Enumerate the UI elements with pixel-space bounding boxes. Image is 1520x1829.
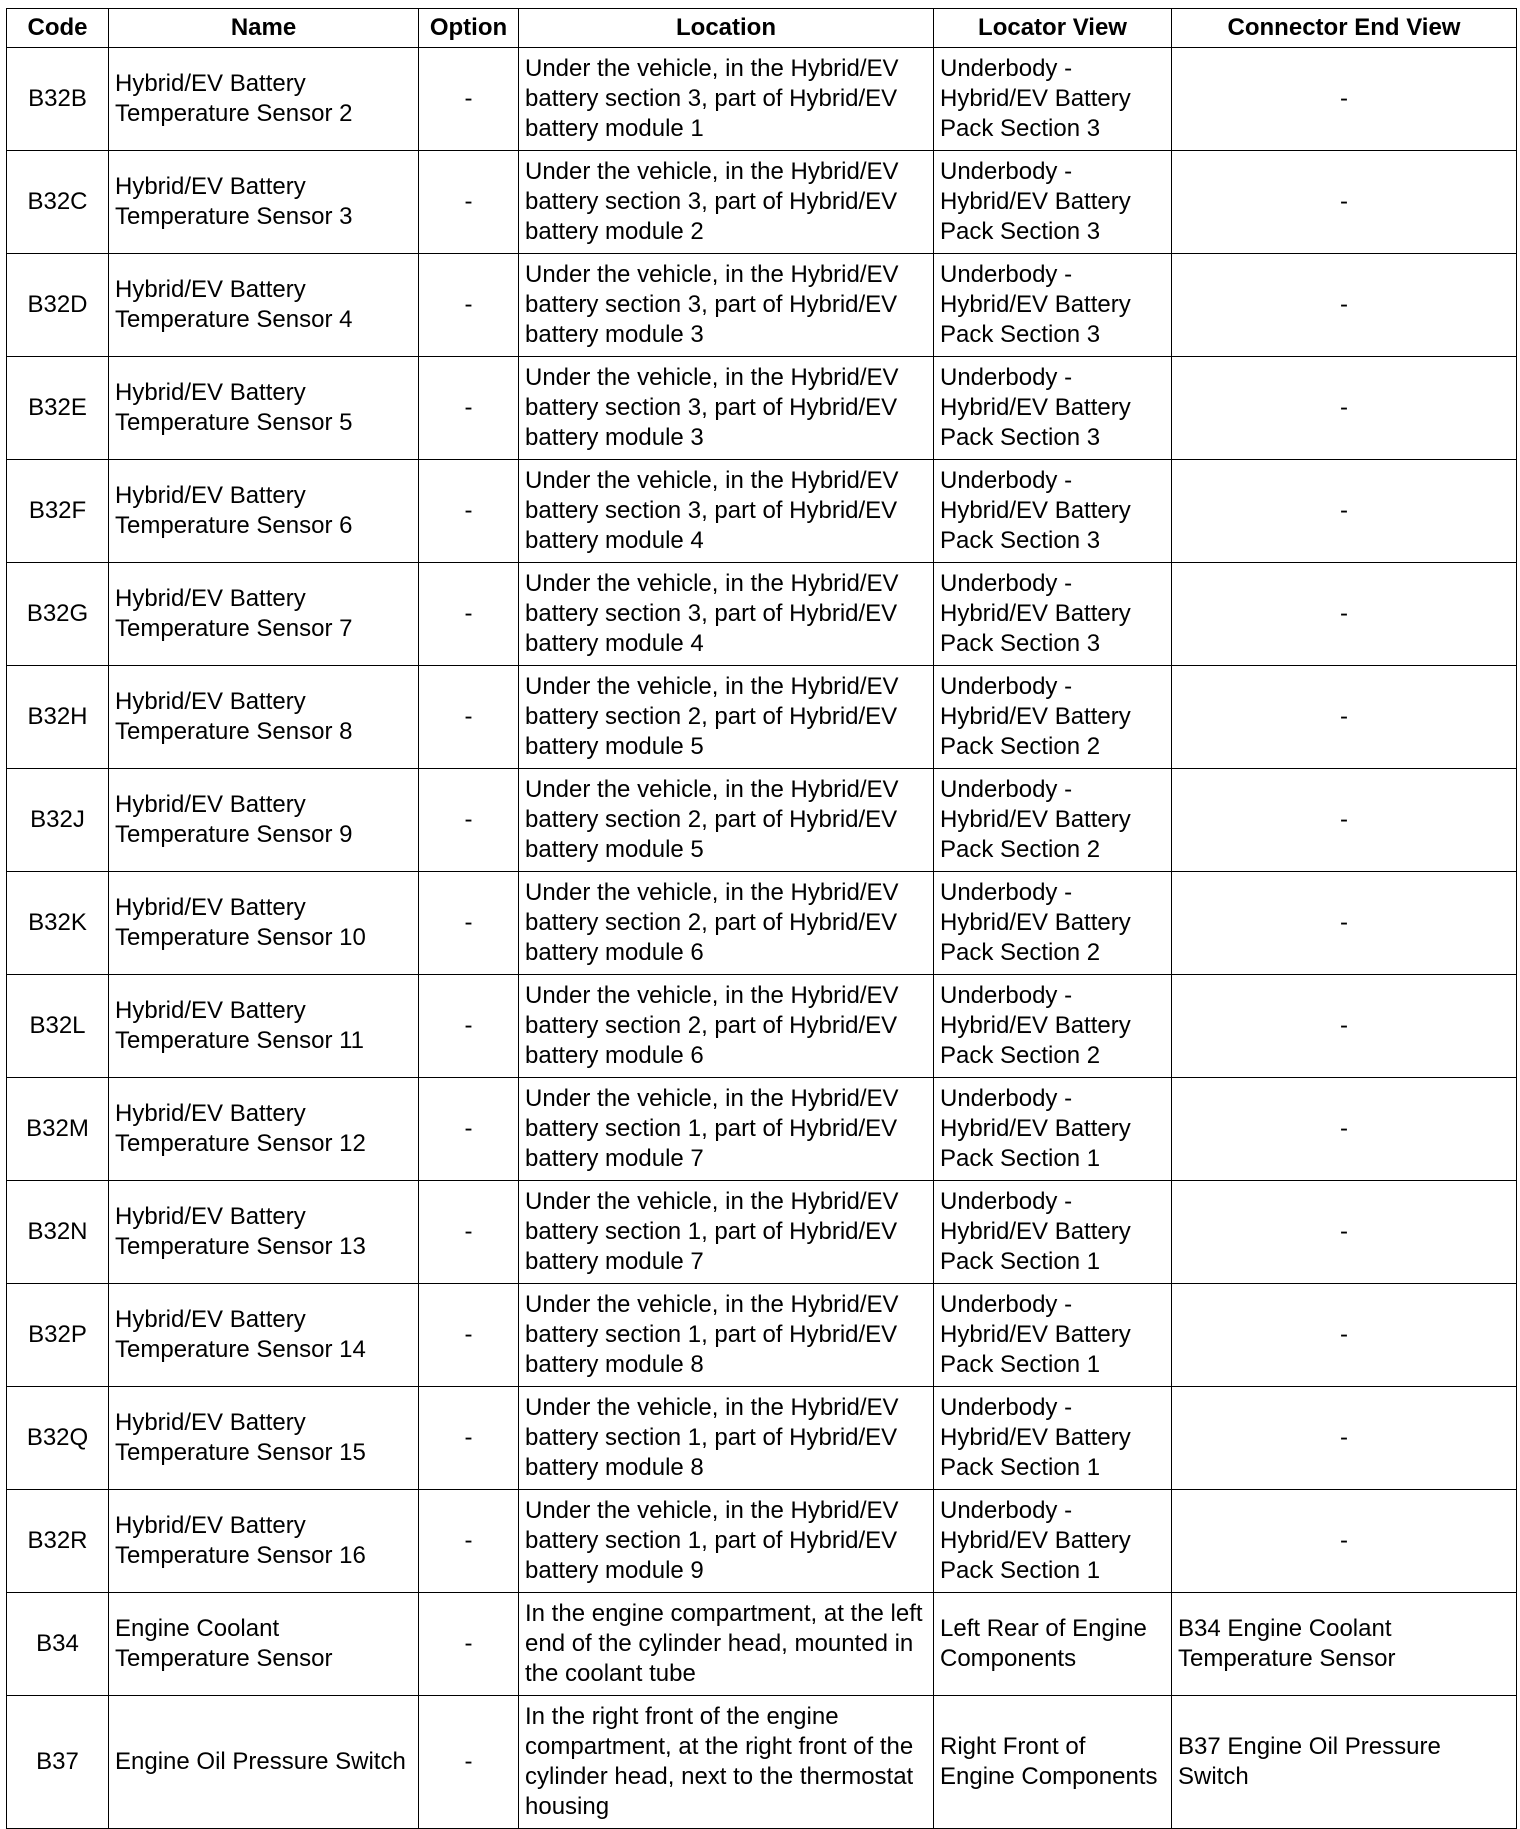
code-cell: B37 [7, 1696, 109, 1829]
name-cell: Hybrid/EV Battery Temperature Sensor 13 [109, 1181, 419, 1284]
code-cell: B32E [7, 357, 109, 460]
locator-view-cell: Underbody - Hybrid/EV Battery Pack Section 1 [934, 1284, 1172, 1387]
locator-view-cell: Underbody - Hybrid/EV Battery Pack Section 3 [934, 563, 1172, 666]
component-locator-table [6, 8, 1517, 1829]
code-cell: B32J [7, 769, 109, 872]
code-cell: B32D [7, 254, 109, 357]
locator-view-cell: Underbody - Hybrid/EV Battery Pack Section 1 [934, 1490, 1172, 1593]
location-cell: Under the vehicle, in the Hybrid/EV battery section 3, part of Hybrid/EV battery module 4 [519, 563, 934, 666]
header-row [7, 9, 1517, 48]
name-cell: Hybrid/EV Battery Temperature Sensor 10 [109, 872, 419, 975]
table-row [7, 872, 1517, 975]
header-location: Location [519, 9, 934, 48]
connector-end-view-cell: - [1172, 1284, 1517, 1387]
locator-view-cell: Left Rear of Engine Components [934, 1593, 1172, 1696]
name-cell: Hybrid/EV Battery Temperature Sensor 8 [109, 666, 419, 769]
name-cell: Engine Coolant Temperature Sensor [109, 1593, 419, 1696]
name-cell: Hybrid/EV Battery Temperature Sensor 4 [109, 254, 419, 357]
option-cell: - [419, 666, 519, 769]
option-cell: - [419, 151, 519, 254]
name-cell: Hybrid/EV Battery Temperature Sensor 12 [109, 1078, 419, 1181]
connector-end-view-cell: - [1172, 666, 1517, 769]
option-cell: - [419, 1490, 519, 1593]
location-cell: Under the vehicle, in the Hybrid/EV battery section 1, part of Hybrid/EV battery module 8 [519, 1387, 934, 1490]
location-cell: In the engine compartment, at the left end of the cylinder head, mounted in the coolant tube [519, 1593, 934, 1696]
connector-end-view-cell: - [1172, 563, 1517, 666]
location-cell: Under the vehicle, in the Hybrid/EV battery section 3, part of Hybrid/EV battery module 4 [519, 460, 934, 563]
code-cell: B32P [7, 1284, 109, 1387]
name-cell: Hybrid/EV Battery Temperature Sensor 7 [109, 563, 419, 666]
locator-view-cell: Underbody - Hybrid/EV Battery Pack Section 1 [934, 1387, 1172, 1490]
table-row [7, 1387, 1517, 1490]
location-cell: Under the vehicle, in the Hybrid/EV battery section 1, part of Hybrid/EV battery module 9 [519, 1490, 934, 1593]
connector-end-view-cell: - [1172, 254, 1517, 357]
location-cell: Under the vehicle, in the Hybrid/EV battery section 2, part of Hybrid/EV battery module 5 [519, 666, 934, 769]
connector-end-view-cell: - [1172, 1181, 1517, 1284]
connector-end-view-cell: - [1172, 357, 1517, 460]
code-cell: B32B [7, 48, 109, 151]
option-cell: - [419, 769, 519, 872]
table-row [7, 151, 1517, 254]
header-option: Option [419, 9, 519, 48]
location-cell: Under the vehicle, in the Hybrid/EV battery section 3, part of Hybrid/EV battery module 2 [519, 151, 934, 254]
name-cell: Engine Oil Pressure Switch [109, 1696, 419, 1829]
option-cell: - [419, 1593, 519, 1696]
connector-end-view-cell: - [1172, 975, 1517, 1078]
name-cell: Hybrid/EV Battery Temperature Sensor 14 [109, 1284, 419, 1387]
code-cell: B32K [7, 872, 109, 975]
locator-view-cell: Underbody - Hybrid/EV Battery Pack Section 2 [934, 769, 1172, 872]
location-cell: Under the vehicle, in the Hybrid/EV battery section 2, part of Hybrid/EV battery module 6 [519, 872, 934, 975]
option-cell: - [419, 975, 519, 1078]
header-code: Code [7, 9, 109, 48]
connector-end-view-cell: B37 Engine Oil Pressure Switch [1172, 1696, 1517, 1829]
table-row [7, 666, 1517, 769]
table-row [7, 1490, 1517, 1593]
locator-view-cell: Underbody - Hybrid/EV Battery Pack Section 1 [934, 1078, 1172, 1181]
option-cell: - [419, 48, 519, 151]
code-cell: B32R [7, 1490, 109, 1593]
location-cell: Under the vehicle, in the Hybrid/EV battery section 1, part of Hybrid/EV battery module 8 [519, 1284, 934, 1387]
code-cell: B32F [7, 460, 109, 563]
location-cell: In the right front of the engine compartment, at the right front of the cylinder head, next to the thermostat housing [519, 1696, 934, 1829]
option-cell: - [419, 460, 519, 563]
option-cell: - [419, 1284, 519, 1387]
code-cell: B32L [7, 975, 109, 1078]
locator-view-cell: Underbody - Hybrid/EV Battery Pack Section 3 [934, 48, 1172, 151]
code-cell: B32Q [7, 1387, 109, 1490]
name-cell: Hybrid/EV Battery Temperature Sensor 3 [109, 151, 419, 254]
table-row [7, 769, 1517, 872]
location-cell: Under the vehicle, in the Hybrid/EV battery section 3, part of Hybrid/EV battery module 3 [519, 357, 934, 460]
connector-end-view-cell: - [1172, 1490, 1517, 1593]
location-cell: Under the vehicle, in the Hybrid/EV battery section 2, part of Hybrid/EV battery module 6 [519, 975, 934, 1078]
locator-view-cell: Underbody - Hybrid/EV Battery Pack Section 1 [934, 1181, 1172, 1284]
name-cell: Hybrid/EV Battery Temperature Sensor 9 [109, 769, 419, 872]
connector-end-view-cell: - [1172, 460, 1517, 563]
locator-view-cell: Underbody - Hybrid/EV Battery Pack Section 3 [934, 357, 1172, 460]
connector-end-view-cell: - [1172, 872, 1517, 975]
locator-view-cell: Right Front of Engine Components [934, 1696, 1172, 1829]
locator-view-cell: Underbody - Hybrid/EV Battery Pack Section 2 [934, 666, 1172, 769]
option-cell: - [419, 1387, 519, 1490]
code-cell: B32G [7, 563, 109, 666]
table-row [7, 1593, 1517, 1696]
table-row [7, 975, 1517, 1078]
locator-view-cell: Underbody - Hybrid/EV Battery Pack Section 3 [934, 460, 1172, 563]
code-cell: B32N [7, 1181, 109, 1284]
header-connector-end-view: Connector End View [1172, 9, 1517, 48]
table-row [7, 460, 1517, 563]
connector-end-view-cell: - [1172, 1078, 1517, 1181]
code-cell: B32M [7, 1078, 109, 1181]
option-cell: - [419, 872, 519, 975]
table-row [7, 1284, 1517, 1387]
name-cell: Hybrid/EV Battery Temperature Sensor 2 [109, 48, 419, 151]
locator-view-cell: Underbody - Hybrid/EV Battery Pack Section 2 [934, 975, 1172, 1078]
location-cell: Under the vehicle, in the Hybrid/EV battery section 3, part of Hybrid/EV battery module 1 [519, 48, 934, 151]
name-cell: Hybrid/EV Battery Temperature Sensor 11 [109, 975, 419, 1078]
location-cell: Under the vehicle, in the Hybrid/EV battery section 3, part of Hybrid/EV battery module 3 [519, 254, 934, 357]
option-cell: - [419, 1181, 519, 1284]
name-cell: Hybrid/EV Battery Temperature Sensor 16 [109, 1490, 419, 1593]
code-cell: B32C [7, 151, 109, 254]
name-cell: Hybrid/EV Battery Temperature Sensor 5 [109, 357, 419, 460]
connector-end-view-cell: - [1172, 151, 1517, 254]
locator-view-cell: Underbody - Hybrid/EV Battery Pack Section 3 [934, 254, 1172, 357]
code-cell: B32H [7, 666, 109, 769]
header-name: Name [109, 9, 419, 48]
connector-end-view-cell: - [1172, 769, 1517, 872]
location-cell: Under the vehicle, in the Hybrid/EV battery section 2, part of Hybrid/EV battery module 5 [519, 769, 934, 872]
connector-end-view-cell: - [1172, 1387, 1517, 1490]
location-cell: Under the vehicle, in the Hybrid/EV battery section 1, part of Hybrid/EV battery module 7 [519, 1181, 934, 1284]
option-cell: - [419, 563, 519, 666]
table-row [7, 254, 1517, 357]
name-cell: Hybrid/EV Battery Temperature Sensor 15 [109, 1387, 419, 1490]
name-cell: Hybrid/EV Battery Temperature Sensor 6 [109, 460, 419, 563]
header-locator-view: Locator View [934, 9, 1172, 48]
table-row [7, 48, 1517, 151]
option-cell: - [419, 1078, 519, 1181]
locator-view-cell: Underbody - Hybrid/EV Battery Pack Section 2 [934, 872, 1172, 975]
connector-end-view-cell: - [1172, 48, 1517, 151]
connector-end-view-cell: B34 Engine Coolant Temperature Sensor [1172, 1593, 1517, 1696]
option-cell: - [419, 1696, 519, 1829]
locator-view-cell: Underbody - Hybrid/EV Battery Pack Section 3 [934, 151, 1172, 254]
table-row [7, 1181, 1517, 1284]
table-row [7, 1078, 1517, 1181]
component-locator-table-page [6, 8, 1516, 1829]
location-cell: Under the vehicle, in the Hybrid/EV battery section 1, part of Hybrid/EV battery module 7 [519, 1078, 934, 1181]
table-row [7, 1696, 1517, 1829]
table-row [7, 563, 1517, 666]
option-cell: - [419, 357, 519, 460]
code-cell: B34 [7, 1593, 109, 1696]
table-row [7, 357, 1517, 460]
option-cell: - [419, 254, 519, 357]
